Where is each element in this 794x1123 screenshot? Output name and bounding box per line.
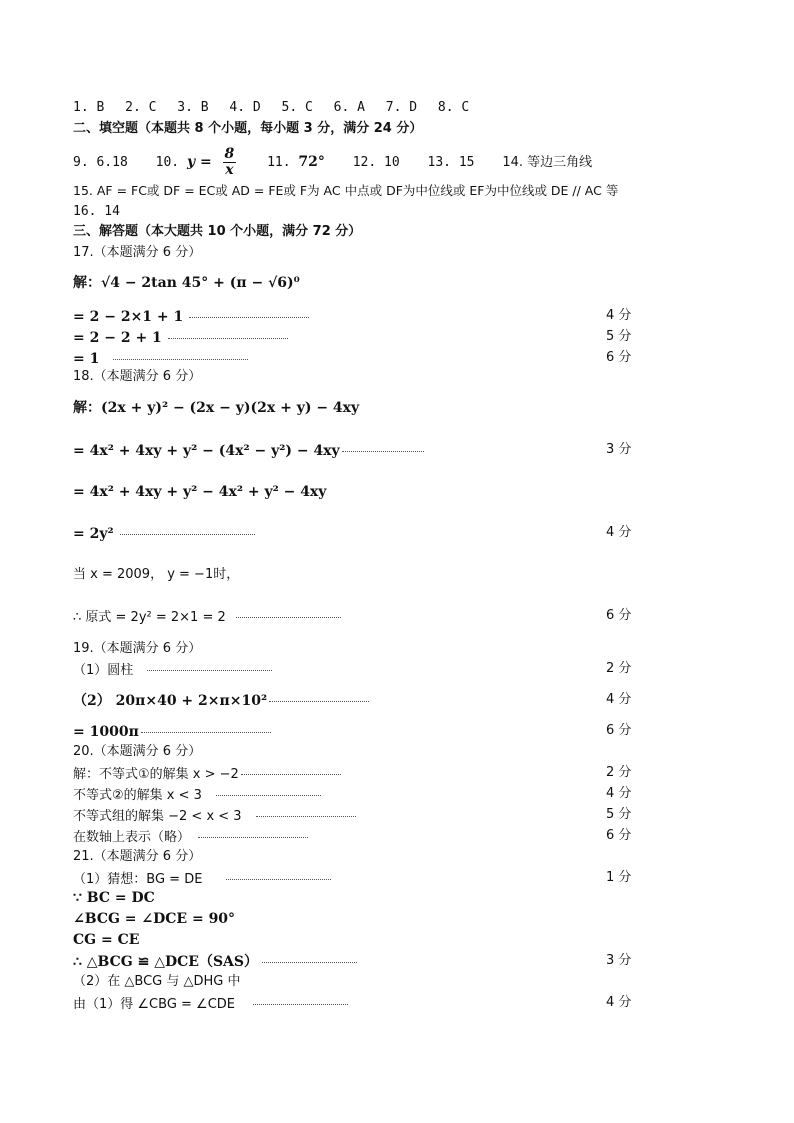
q18-score-1: 3 分 — [606, 442, 632, 457]
leader-dots — [120, 524, 255, 535]
q18-score-3: 6 分 — [606, 608, 632, 623]
q19-step-2 — [73, 691, 734, 710]
q17-score-1: 4 分 — [606, 308, 632, 323]
q18-step-1-text: = 4x² + 4xy + y² − (4x² − y²) − 4xy — [73, 443, 340, 459]
q10-denominator: x — [225, 162, 234, 178]
q13-answer: 13. 15 — [427, 155, 475, 170]
q19-title: 19.（本题满分 6 分） — [73, 641, 202, 656]
q20-step-3-text: 不等式组的解集 −2 < x < 3 — [73, 809, 242, 824]
q19-step-3-text: = 1000π — [73, 724, 139, 740]
q20-title: 20.（本题满分 6 分） — [73, 744, 202, 759]
q17-title: 17.（本题满分 6 分） — [73, 245, 202, 260]
q17-step-1 — [73, 307, 734, 326]
q18-step-2: = 4x² + 4xy + y² − 4x² + y² − 4xy — [73, 484, 327, 500]
q18-step-4 — [73, 607, 734, 627]
q21-step-1 — [73, 869, 734, 889]
q21-step-6: （2）在 △BCG 与 △DHG 中 — [73, 974, 241, 989]
mcq-answers: 1. B 2. C 3. B 4. D 5. C 6. A 7. D 8. C — [73, 100, 470, 115]
q18-score-2: 4 分 — [606, 525, 632, 540]
q21-step-2: ∵ BC = DC — [73, 890, 155, 906]
q17-step-2 — [73, 328, 734, 347]
q19-score-1: 2 分 — [606, 661, 632, 676]
q10-fraction — [223, 147, 237, 178]
q11-value: 72° — [298, 154, 325, 170]
leader-dots — [226, 869, 331, 880]
q21-step-5-text: ∴ △BCG ≌ △DCE（SAS） — [73, 954, 259, 970]
q10-numerator: 8 — [224, 146, 235, 162]
q21-score-1: 1 分 — [606, 870, 632, 885]
q10-label: 10. — [155, 155, 180, 170]
q10-lhs: y = — [186, 154, 212, 170]
leader-dots — [141, 722, 271, 733]
leader-dots — [253, 994, 348, 1005]
q21-score-2: 3 分 — [606, 953, 632, 968]
q20-step-2-text: 不等式②的解集 x < 3 — [73, 788, 202, 803]
q20-step-3 — [73, 806, 734, 826]
q20-score-3: 5 分 — [606, 807, 632, 822]
q21-title: 21.（本题满分 6 分） — [73, 849, 202, 864]
q20-score-1: 2 分 — [606, 765, 632, 780]
q17-step-2-text: = 2 − 2 + 1 — [73, 330, 162, 346]
q18-step-3 — [73, 524, 734, 543]
q21-step-4: CG = CE — [73, 932, 140, 948]
leader-dots — [189, 307, 309, 318]
leader-dots — [262, 952, 357, 963]
q14-answer: 14. 等边三角线 — [502, 155, 593, 170]
q19-score-3: 6 分 — [606, 723, 632, 738]
q20-step-1 — [73, 764, 734, 784]
q20-score-4: 6 分 — [606, 828, 632, 843]
q17-score-3: 6 分 — [606, 350, 632, 365]
leader-dots — [269, 691, 369, 702]
q21-score-3: 4 分 — [606, 995, 632, 1010]
q18-step-4-text: ∴ 原式 = 2y² = 2×1 = 2 — [73, 610, 226, 625]
fill-answers-row — [73, 147, 734, 178]
leader-dots — [241, 764, 341, 775]
q17-step-1-text: = 2 − 2×1 + 1 — [73, 309, 184, 325]
q21-step-7 — [73, 994, 734, 1014]
q19-step-1-text: （1）圆柱 — [73, 663, 134, 678]
leader-dots — [256, 806, 356, 817]
q19-step-1 — [73, 660, 734, 680]
q17-score-2: 5 分 — [606, 329, 632, 344]
q18-condition: 当 x = 2009， y = −1时， — [73, 567, 240, 582]
section-2-heading: 二、填空题（本题共 8 个小题，每小题 3 分，满分 24 分） — [73, 121, 423, 136]
leader-dots — [198, 827, 308, 838]
q19-step-2-text: （2） 20π×40 + 2×π×10² — [73, 693, 268, 709]
leader-dots — [113, 349, 248, 360]
q19-score-2: 4 分 — [606, 692, 632, 707]
q20-step-4-text: 在数轴上表示（略） — [73, 830, 191, 845]
q18-expression: 解：(2x + y)² − (2x − y)(2x + y) − 4xy — [73, 400, 360, 416]
q20-score-2: 4 分 — [606, 786, 632, 801]
leader-dots — [216, 785, 321, 796]
q18-step-3-text: = 2y² — [73, 526, 114, 542]
q17-step-3 — [73, 349, 734, 368]
q17-step-3-text: = 1 — [73, 351, 100, 367]
leader-dots — [147, 660, 272, 671]
q20-step-2 — [73, 785, 734, 805]
leader-dots — [236, 607, 341, 618]
q12-answer: 12. 10 — [352, 155, 400, 170]
q18-step-1 — [73, 441, 734, 460]
q20-step-4 — [73, 827, 734, 847]
q21-step-5 — [73, 952, 734, 971]
q21-step-3: ∠BCG = ∠DCE = 90° — [73, 911, 236, 927]
q9-answer: 9. 6.18 — [73, 155, 128, 170]
q20-step-1-text: 解：不等式①的解集 x > −2 — [73, 767, 239, 782]
q11-label: 11. — [267, 155, 291, 170]
q16-answer: 16. 14 — [73, 204, 120, 219]
leader-dots — [342, 441, 424, 452]
q17-expression: 解：√4 − 2tan 45° + (π − √6)⁰ — [73, 275, 300, 291]
q19-step-3 — [73, 722, 734, 741]
section-3-heading: 三、解答题（本大题共 10 个小题，满分 72 分） — [73, 224, 362, 239]
leader-dots — [168, 328, 288, 339]
q21-step-7-text: 由（1）得 ∠CBG = ∠CDE — [73, 997, 236, 1012]
q18-title: 18.（本题满分 6 分） — [73, 369, 202, 384]
q15-answer: 15. AF = FC或 DF = EC或 AD = FE或 F为 AC 中点或 DF为中位线或 EF为中位线或 DE // AC 等 — [73, 183, 619, 198]
q21-step-1-text: （1）猜想：BG = DE — [73, 872, 203, 887]
